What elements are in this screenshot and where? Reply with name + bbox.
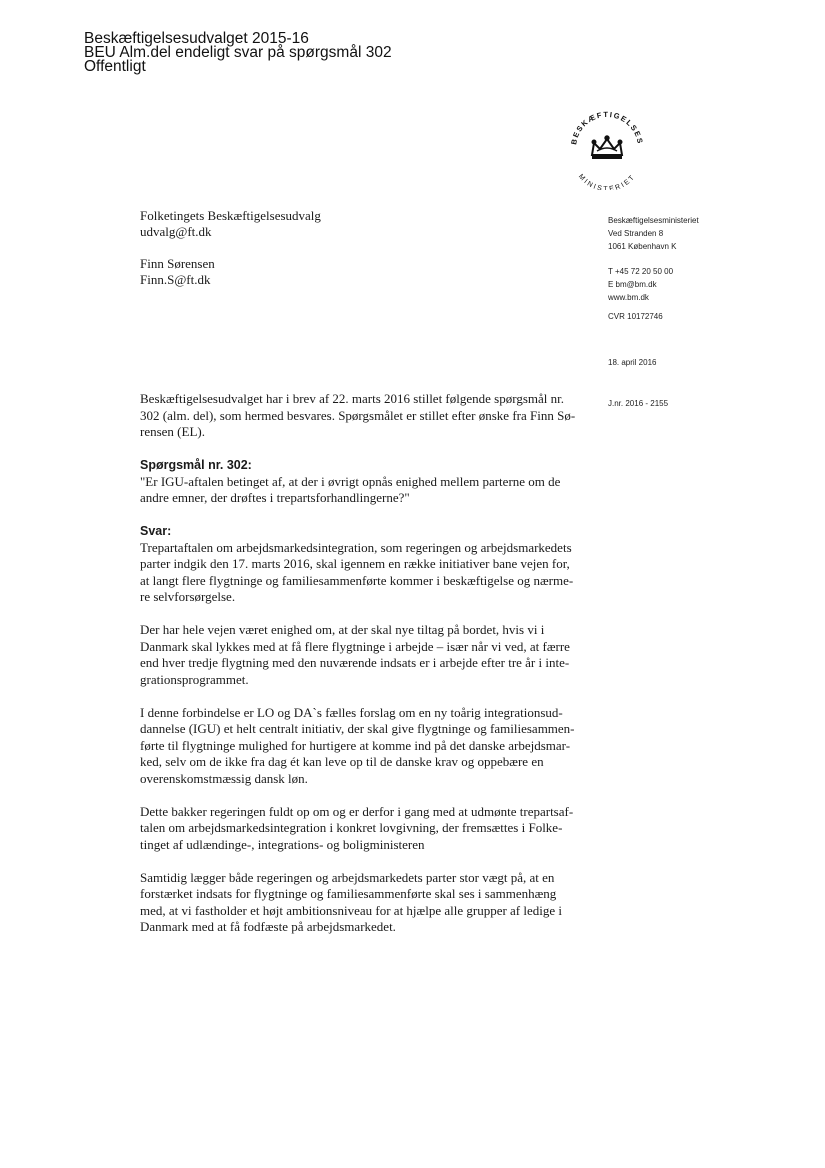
- question-text: [140, 474, 580, 507]
- text-line: Dette bakker regeringen fuldt op om og er derfor i gang med at udmønte trepartsaf-: [140, 803, 574, 819]
- text-line: ked, selv om de ikke fra dag ét kan leve op til de danske krav og oppebære en: [140, 754, 544, 769]
- recipient-org-email: udvalg@ft.dk: [140, 224, 212, 239]
- logo-arc-bottom: MINISTERIET: [576, 173, 638, 190]
- header-committee: Beskæftigelsesudvalget 2015-16: [84, 30, 309, 47]
- text-line: talen om arbejdsmarkedsintegration i konkret lovgivning, der fremsættes i Folke-: [140, 820, 563, 835]
- text-line: grationsprogrammet.: [140, 671, 249, 687]
- letter-body: [140, 391, 580, 952]
- ministry-crown-logo-icon: [556, 100, 656, 190]
- text-line: forstærket indsats for flygtninge og familiesammenførte skal ses i sammenhæng: [140, 886, 557, 901]
- text-line: at langt flere flygtninge og familiesammenførte kommer i beskæftigelse og nærme-: [140, 572, 574, 588]
- answer-paragraph: [140, 870, 580, 936]
- text-line: Der har hele vejen været enighed om, at der skal nye tiltag på bordet, hvis vi i: [140, 622, 545, 637]
- sender-email: E bm@bm.dk: [608, 280, 657, 289]
- sender-phone: T +45 72 20 50 00: [608, 267, 674, 276]
- text-line: 302 (alm. del), som hermed besvares. Spørgsmålet er stillet efter ønske fra Finn Sø-: [140, 407, 576, 423]
- svg-text:MINISTERIET: [577, 173, 637, 190]
- text-line: Samtidig lægger både regeringen og arbejdsmarkedets parter stor vægt på, at en: [140, 869, 555, 885]
- text-line: overenskomstmæssig dansk løn.: [140, 770, 308, 786]
- recipient-block: [140, 208, 321, 288]
- text-line: re selvforsørgelse.: [140, 589, 236, 604]
- text-line: Trepartaftalen om arbejdsmarkedsintegration, som regeringen og arbejdsmarkedets: [140, 539, 572, 555]
- sender-street: Ved Stranden 8: [608, 229, 664, 238]
- answer-paragraph: [140, 705, 580, 788]
- intro-paragraph: [140, 391, 580, 441]
- sender-info: [608, 214, 699, 410]
- recipient-person-email: Finn.S@ft.dk: [140, 272, 211, 287]
- text-line: andre emner, der drøftes i trepartsforhandlingerne?": [140, 490, 410, 505]
- answer-paragraph: [140, 622, 580, 688]
- header-reference: BEU Alm.del endeligt svar på spørgsmål 302: [84, 44, 392, 61]
- document-header: [84, 32, 392, 74]
- recipient-org: Folketingets Beskæftigelsesudvalg: [140, 208, 321, 223]
- logo-arc-top: BESKÆFTIGELSES: [569, 109, 645, 146]
- text-line: dannelse (IGU) et helt centralt initiativ, der skal give flygtninge og familiesammen-: [140, 721, 575, 736]
- text-line: Beskæftigelsesudvalget har i brev af 22. marts 2016 stillet følgende spørgsmål nr.: [140, 391, 564, 406]
- answer-paragraph: [140, 804, 580, 854]
- answer-heading: Svar:: [140, 524, 172, 538]
- letter-date: 18. april 2016: [608, 358, 657, 367]
- text-line: "Er IGU-aftalen betinget af, at der i øvrigt opnås enighed mellem parterne om de: [140, 473, 561, 489]
- header-status: Offentligt: [84, 58, 146, 75]
- question-heading: Spørgsmål nr. 302:: [140, 458, 252, 472]
- text-line: rensen (EL).: [140, 424, 205, 439]
- text-line: end hver tredje flygtning med den nuværende indsats er i arbejde efter tre år i inte-: [140, 655, 570, 670]
- text-line: I denne forbindelse er LO og DA`s fælles forslag om en ny toårig integrationsud-: [140, 704, 563, 720]
- journal-number: J.nr. 2016 - 2155: [608, 399, 669, 408]
- text-line: Danmark skal lykkes med at få flere flygtninge i arbejde – især når vi ved, at færre: [140, 638, 570, 654]
- sender-cvr: CVR 10172746: [608, 312, 663, 321]
- text-line: Danmark med at få fodfæste på arbejdsmarkedet.: [140, 919, 396, 934]
- sender-name: Beskæftigelsesministeriet: [608, 216, 699, 225]
- sender-city: 1061 København K: [608, 242, 677, 251]
- sender-web: www.bm.dk: [608, 293, 649, 302]
- text-line: parter indgik den 17. marts 2016, skal igennem en række initiativer bane vejen for,: [140, 556, 570, 571]
- recipient-person: Finn Sørensen: [140, 256, 215, 271]
- answer-paragraph: [140, 540, 580, 606]
- text-line: førte til flygtninge mulighed for hurtigere at komme ind på det danske arbejdsmar-: [140, 737, 571, 753]
- text-line: med, at vi fastholder et højt ambitionsniveau for at hjælpe alle grupper af ledige i: [140, 902, 563, 918]
- text-line: tinget af udlændinge-, integrations- og boligministeren: [140, 836, 425, 852]
